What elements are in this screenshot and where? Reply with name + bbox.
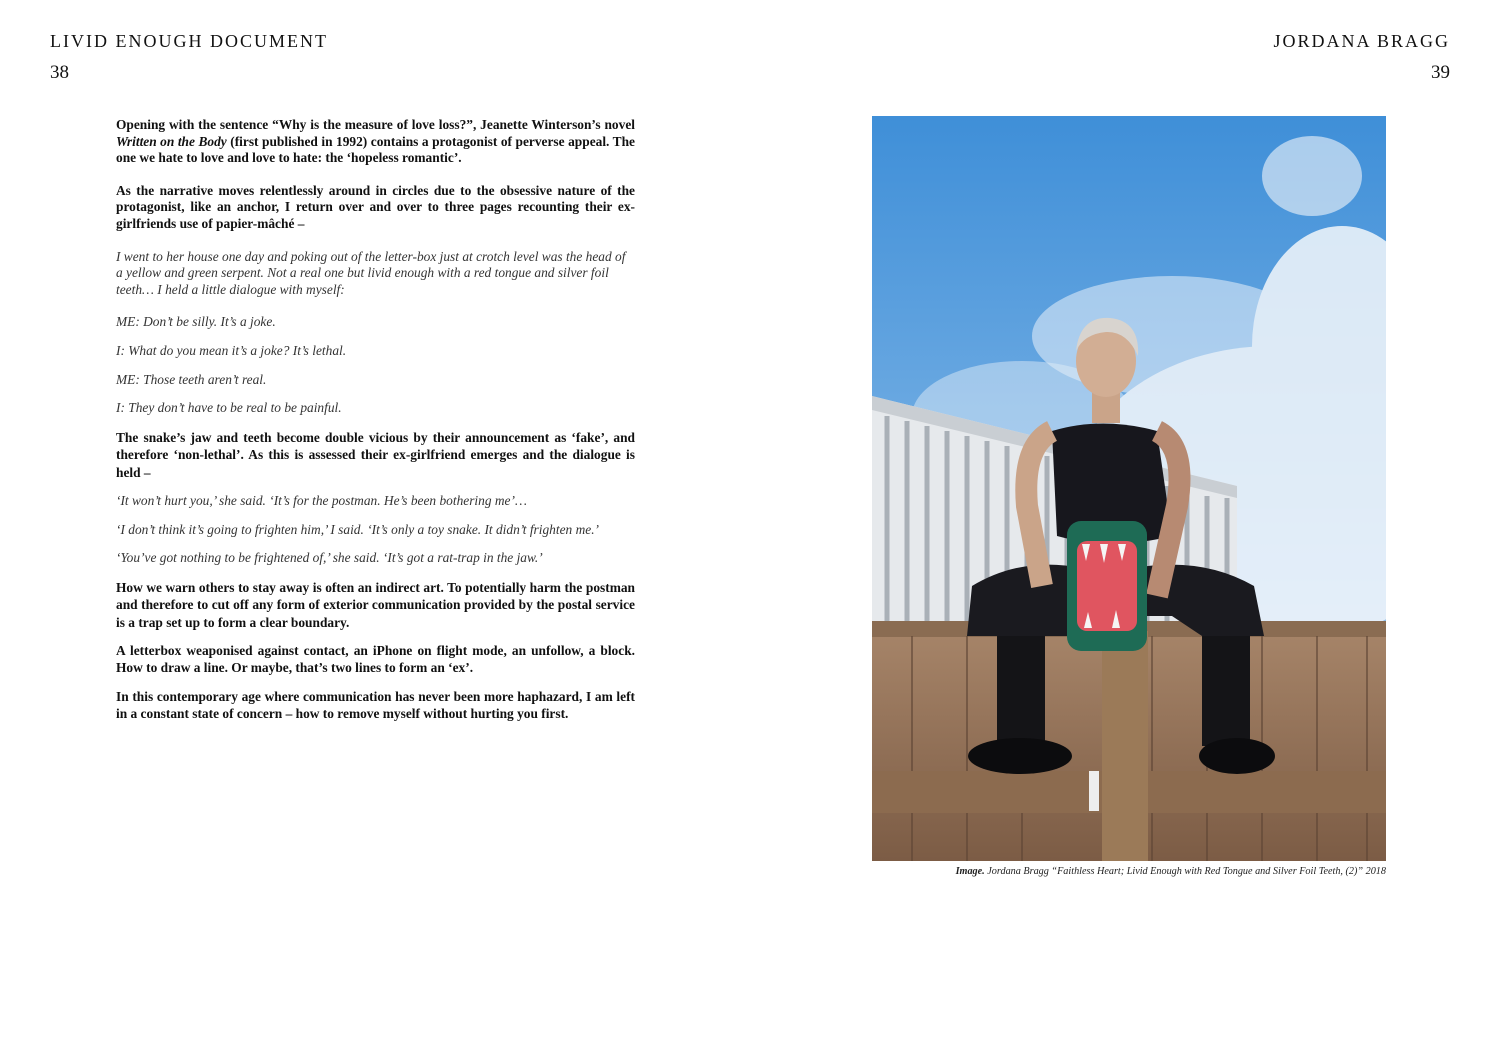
quote-line-2: I: What do you mean it’s a joke? It’s lethal. (116, 342, 347, 358)
paragraph-1 (116, 117, 635, 167)
image-caption (866, 866, 1386, 877)
artwork-photo (872, 116, 1386, 861)
paragraph-2: As the narrative moves relentlessly around in circles due to the obsessive nature of the protagonist, like an anchor, I return over and over to three pages recounting their ex-girlfriends use of papier-mâché – (116, 182, 635, 231)
paragraph-6: In this contemporary age where communication has never been more haphazard, I am left in a constant state of concern – how to remove myself without hurting you first. (116, 688, 635, 722)
paragraph-1-part-b: (first published in 1992) contains a protagonist of perverse appeal. The one we hate to love and love to hate: the ‘hopeless romantic’. (116, 133, 635, 166)
papier-mache-snake-head (1067, 521, 1147, 651)
paragraph-5: A letterbox weaponised against contact, an iPhone on flight mode, an unfollow, a block. How to draw a line. Or maybe, that’s two lines to form an ‘ex’. (116, 642, 635, 676)
quote-line-4: I: They don’t have to be real to be painful. (116, 400, 342, 416)
paragraph-3: The snake’s jaw and teeth become double vicious by their announcement as ‘fake’, and therefore ‘non-lethal’. As this is assessed their ex-girlfriend emerges and the dialogue is held – (116, 429, 635, 480)
paragraph-1-part-a: Opening with the sentence “Why is the measure of love loss?”, Jeanette Winterson’s novel (116, 117, 635, 132)
caption-text: Jordana Bragg “Faithless Heart; Livid Enough with Red Tongue and Silver Foil Teeth, (2)” 2018 (984, 866, 1386, 877)
page-number-right: 39 (1431, 62, 1450, 83)
quote-passage: I went to her house one day and poking out of the letter-box just at crotch level was the head of a yellow and green serpent. Not a real one but livid enough with a red tongue and silver foil teeth… I held a little dialogue with myself: (116, 248, 626, 297)
running-head-right: JORDANA BRAGG (1273, 31, 1450, 51)
running-head-left: LIVID ENOUGH DOCUMENT (50, 31, 328, 51)
quote-line-1: ME: Don’t be silly. It’s a joke. (116, 314, 276, 330)
paragraph-4: How we warn others to stay away is often an indirect art. To potentially harm the postman and therefore to cut off any form of exterior communication provided by the postal service is a trap set up to form a clear boundary. (116, 579, 635, 630)
book-title: Written on the Body (116, 133, 227, 149)
quote-line-5: ‘It won’t hurt you,’ she said. ‘It’s for the postman. He’s been bothering me’… (116, 492, 527, 508)
page-number-left: 38 (50, 62, 69, 83)
wooden-fence (872, 621, 1386, 861)
photo-illustration (872, 116, 1386, 861)
quote-line-3: ME: Those teeth aren’t real. (116, 371, 267, 387)
caption-lead: Image. (955, 866, 985, 877)
quote-line-6: ‘I don’t think it’s going to frighten him,’ I said. ‘It’s only a toy snake. It didn’t frighten me.’ (116, 521, 599, 537)
quote-line-7: ‘You’ve got nothing to be frightened of,’ she said. ‘It’s got a rat-trap in the jaw.’ (116, 550, 543, 566)
essay-text (116, 117, 635, 723)
